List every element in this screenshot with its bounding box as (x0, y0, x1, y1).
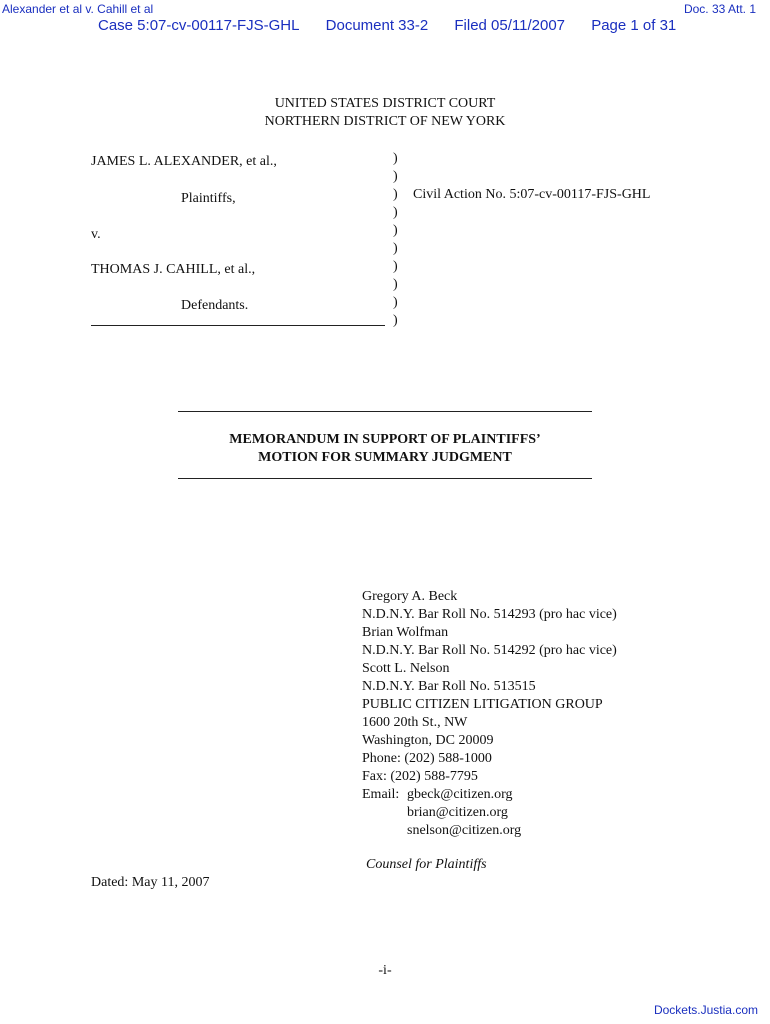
email-label: Email: (362, 787, 400, 802)
counsel-line: N.D.N.Y. Bar Roll No. 514293 (pro hac vice) (362, 607, 617, 622)
stamp-case-number: Case 5:07-cv-00117-FJS-GHL (98, 17, 300, 34)
defendant-role: Defendants. (181, 298, 249, 313)
caption-parens (393, 150, 398, 330)
civil-action-number: Civil Action No. 5:07-cv-00117-FJS-GHL (413, 187, 651, 202)
document-title-line1: MEMORANDUM IN SUPPORT OF PLAINTIFFS’ (229, 432, 541, 447)
counsel-line: Fax: (202) 588-7795 (362, 769, 478, 784)
caption-paren: ) (393, 169, 398, 184)
email-address: snelson@citizen.org (407, 823, 522, 838)
counsel-role: Counsel for Plaintiffs (366, 857, 487, 872)
counsel-line: Phone: (202) 588-1000 (362, 751, 492, 766)
date-line: Dated: May 11, 2007 (91, 875, 210, 890)
caption-paren: ) (393, 277, 398, 292)
stamp-document-number: Document 33-2 (325, 17, 429, 34)
court-name: UNITED STATES DISTRICT COURT (274, 96, 496, 111)
caption-underline (91, 325, 385, 326)
counsel-line: N.D.N.Y. Bar Roll No. 513515 (362, 679, 536, 694)
email-address: brian@citizen.org (407, 805, 508, 820)
email-list (407, 786, 521, 840)
title-top-rule (178, 411, 592, 412)
title-bottom-rule (178, 478, 592, 479)
stamp-header-row (98, 17, 698, 34)
document-title-line2: MOTION FOR SUMMARY JUDGMENT (258, 450, 512, 465)
counsel-line: Washington, DC 20009 (362, 733, 494, 748)
caption-paren: ) (393, 259, 398, 274)
caption-paren: ) (393, 313, 398, 328)
plaintiff-name: JAMES L. ALEXANDER, et al., (91, 154, 277, 169)
caption-paren: ) (393, 205, 398, 220)
caption-paren: ) (393, 187, 398, 202)
counsel-line: N.D.N.Y. Bar Roll No. 514292 (pro hac vice) (362, 643, 617, 658)
stamp-filed-date: Filed 05/11/2007 (454, 17, 566, 34)
caption-paren: ) (393, 295, 398, 310)
stamp-page-count: Page 1 of 31 (591, 17, 677, 34)
counsel-line: Scott L. Nelson (362, 661, 450, 676)
counsel-line: Gregory A. Beck (362, 589, 458, 604)
counsel-line: Brian Wolfman (362, 625, 449, 640)
counsel-line: PUBLIC CITIZEN LITIGATION GROUP (362, 697, 603, 712)
defendant-name: THOMAS J. CAHILL, et al., (91, 262, 256, 277)
plaintiff-role: Plaintiffs, (181, 191, 236, 206)
counsel-block (362, 588, 617, 786)
stamp-case-title: Alexander et al v. Cahill et al (2, 2, 154, 16)
court-district: NORTHERN DISTRICT OF NEW YORK (264, 114, 506, 129)
stamp-doc-ref: Doc. 33 Att. 1 (683, 2, 756, 16)
page-number: -i- (378, 963, 392, 978)
caption-paren: ) (393, 241, 398, 256)
versus: v. (91, 227, 101, 242)
caption-paren: ) (393, 151, 398, 166)
counsel-line: 1600 20th St., NW (362, 715, 468, 730)
email-address: gbeck@citizen.org (407, 787, 513, 802)
stamp-watermark: Dockets.Justia.com (653, 1003, 758, 1017)
caption-paren: ) (393, 223, 398, 238)
